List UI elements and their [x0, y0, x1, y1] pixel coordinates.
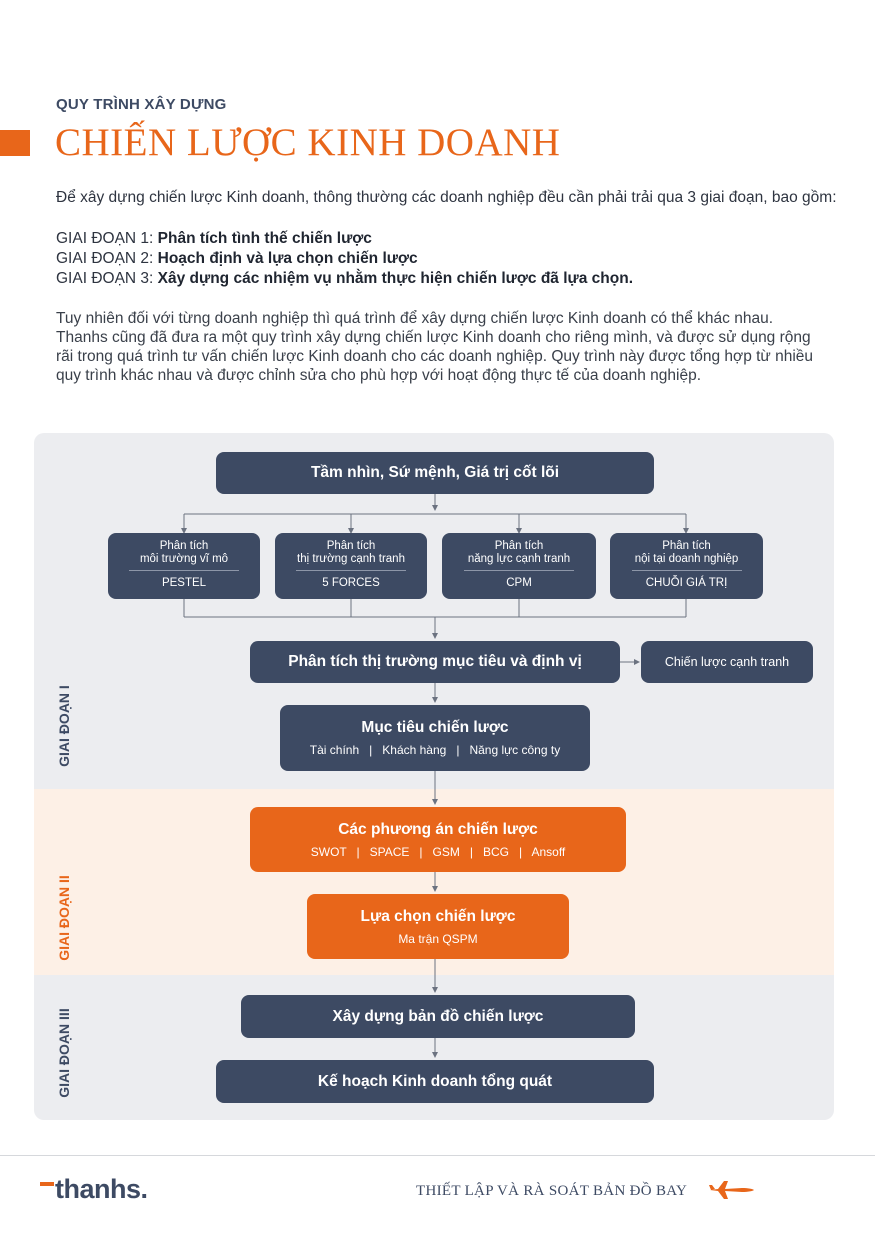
- phase-3-line: GIAI ĐOẠN 3: Xây dựng các nhiệm vụ nhằm thực hiện chiến lược đã lựa chọn.: [56, 270, 634, 287]
- footer-divider: [0, 1155, 875, 1156]
- analysis-line2: nội tại doanh nghiệp: [634, 553, 739, 565]
- business-plan-box: [216, 1060, 654, 1103]
- market-positioning-box: [250, 641, 620, 683]
- analysis-tool: PESTEL: [161, 577, 207, 589]
- analysis-line1: Phân tích: [326, 540, 376, 552]
- divider: [129, 570, 239, 571]
- strategy-map-text: Xây dựng bản đồ chiến lược: [332, 1007, 544, 1025]
- intro-text: Để xây dựng chiến lược Kinh doanh, thông thường các doanh nghiệp đều cần phải trải qua 3 giai đoạn, bao gồm:: [56, 189, 837, 206]
- analysis-tool: 5 FORCES: [322, 577, 380, 589]
- analysis-box-macro: [108, 533, 260, 599]
- competitive-strategy-box: [641, 641, 813, 683]
- objectives-box: [280, 705, 590, 771]
- analysis-line2: môi trường vĩ mô: [139, 553, 229, 565]
- analysis-tool: CPM: [506, 577, 532, 589]
- phase-2-line: GIAI ĐOẠN 2: Hoạch định và lựa chọn chiến lược: [56, 250, 418, 267]
- divider: [632, 570, 742, 571]
- phase-3-label: GIAI ĐOẠN III: [56, 1008, 72, 1098]
- subtitle: QUY TRÌNH XÂY DỰNG: [56, 96, 227, 113]
- description-paragraph: Tuy nhiên đối với từng doanh nghiệp thì quá trình để xây dựng chiến lược Kinh doanh có thể khác nhau. Thanhs cũng đã đưa ra một quy trình xây dựng chiến lược Kinh doanh cho riêng mình, và được sử dụng rộng rãi trong quá trình tư vấn chiến lược Kinh doanh cho các doanh nghiệp. Quy trình này được tổng hợp từ nhiều quy trình khác nhau và được chỉnh sửa cho phù hợp với hoạt động thực tế của doanh nghiệp.: [56, 310, 814, 384]
- analysis-line1: Phân tích: [494, 540, 544, 552]
- strategy-choice-box: [307, 894, 569, 959]
- divider: [296, 570, 406, 571]
- phase-1-line: GIAI ĐOẠN 1: Phân tích tình thế chiến lược: [56, 230, 372, 247]
- phase-1-label: GIAI ĐOẠN I: [56, 685, 72, 767]
- airplane-icon: [708, 1178, 756, 1202]
- vision-text: Tầm nhìn, Sứ mệnh, Giá trị cốt lõi: [310, 464, 560, 481]
- strategy-options-box: [250, 807, 626, 872]
- competitive-strategy-text: Chiến lược cạnh tranh: [664, 655, 790, 669]
- footer-tagline: THIẾT LẬP VÀ RÀ SOÁT BẢN ĐỒ BAY: [416, 1183, 688, 1199]
- analysis-box-competitive: [442, 533, 596, 599]
- thanhs-logo: thanhs.: [40, 1174, 148, 1205]
- business-plan-text: Kế hoạch Kinh doanh tổng quát: [317, 1072, 553, 1090]
- analysis-line2: năng lực cạnh tranh: [467, 553, 571, 565]
- strategy-choice-sub: Ma trận QSPM: [398, 931, 478, 946]
- strategy-options-sub: SWOT | SPACE | GSM | BCG | Ansoff: [310, 844, 566, 859]
- phase-2-label: GIAI ĐOẠN II: [56, 875, 72, 961]
- strategy-choice-title: Lựa chọn chiến lược: [360, 907, 516, 925]
- market-positioning-text: Phân tích thị trường mục tiêu và định vị: [288, 653, 582, 670]
- analysis-line2: thị trường cạnh tranh: [297, 553, 405, 565]
- vision-box: [216, 452, 654, 494]
- divider: [464, 570, 574, 571]
- objectives-title: Mục tiêu chiến lược: [361, 719, 509, 736]
- analysis-line1: Phân tích: [662, 540, 711, 552]
- analysis-line1: Phân tích: [159, 540, 209, 552]
- analysis-box-internal: [610, 533, 763, 599]
- objectives-sub: Tài chính | Khách hàng | Năng lực công ty: [309, 743, 561, 757]
- strategy-options-title: Các phương án chiến lược: [338, 820, 538, 838]
- page-title: CHIẾN LƯỢC KINH DOANH: [55, 121, 561, 164]
- analysis-tool: CHUỖI GIÁ TRỊ: [645, 577, 728, 589]
- strategy-map-box: [241, 995, 635, 1038]
- analysis-box-market: [275, 533, 427, 599]
